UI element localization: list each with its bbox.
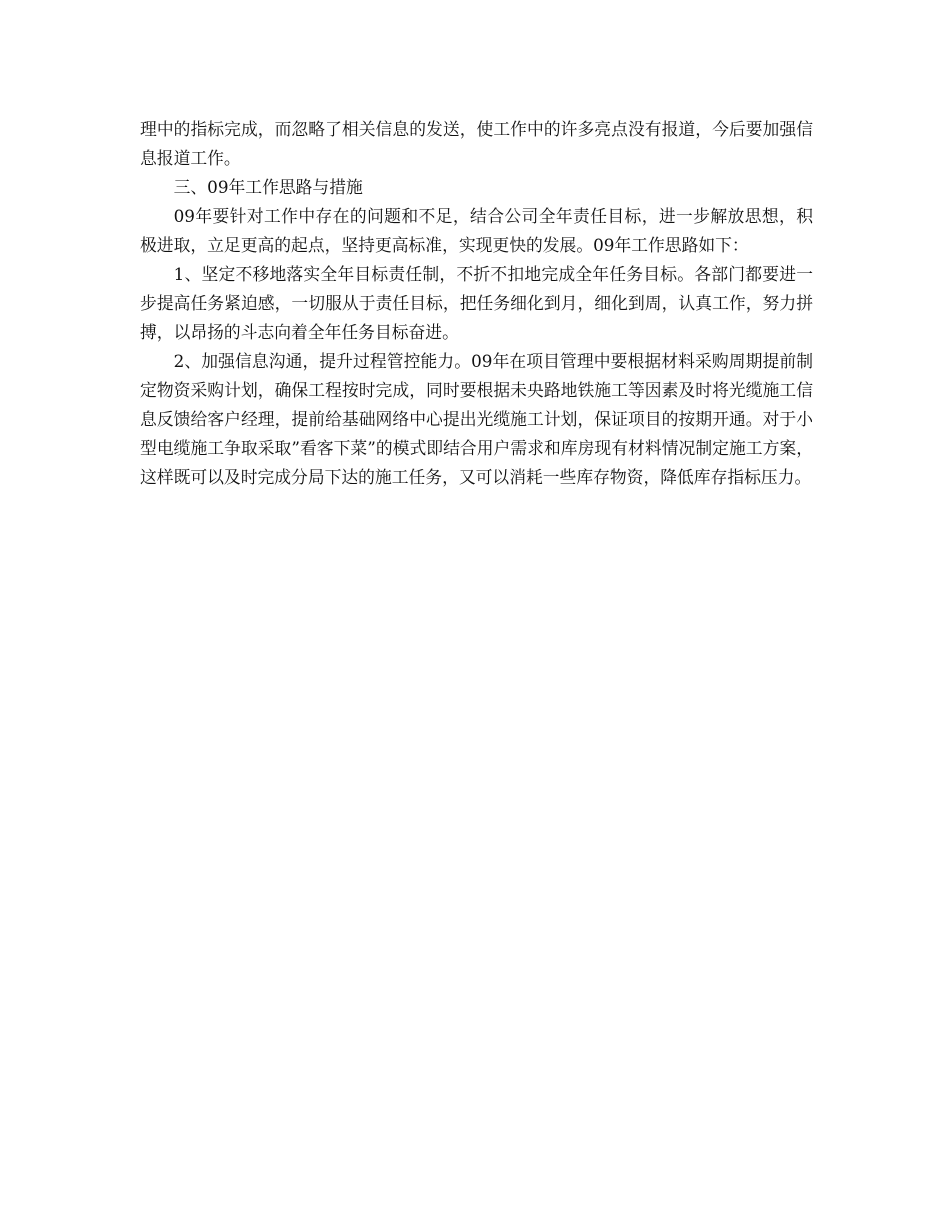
document-page — [140, 115, 813, 492]
section-heading-work-plan: 三、09年工作思路与措施 — [173, 177, 363, 197]
paragraph-intro: 09年要针对工作中存在的问题和不足，结合公司全年责任目标，进一步解放思想，积极进取，立足更高的起点，坚持更高标准，实现更快的发展。09年工作思路如下： — [140, 206, 813, 255]
list-item-1: 1、坚定不移地落实全年目标责任制，不折不扣地完成全年任务目标。各部门都要进一步提高任务紧迫感，一切服从于责任目标，把任务细化到月，细化到周，认真工作，努力拼搏，以昂扬的斗志向着全年任务目标奋进。 — [140, 264, 813, 342]
paragraph-continuation: 理中的指标完成，而忽略了相关信息的发送，使工作中的许多亮点没有报道，今后要加强信息报道工作。 — [140, 119, 813, 168]
list-item-2: 2、加强信息沟通，提升过程管控能力。09年在项目管理中要根据材料采购周期提前制定物资采购计划，确保工程按时完成，同时要根据未央路地铁施工等因素及时将光缆施工信息反馈给客户经理，提前给基础网络中心提出光缆施工计划，保证项目的按期开通。对于小型电缆施工争取采取”看客下菜”的模式即结合用户需求和库房现有材料情况制定施工方案，这样既可以及时完成分局下达的施工任务，又可以消耗一些库存物资，降低库存指标压力。 — [140, 351, 813, 487]
